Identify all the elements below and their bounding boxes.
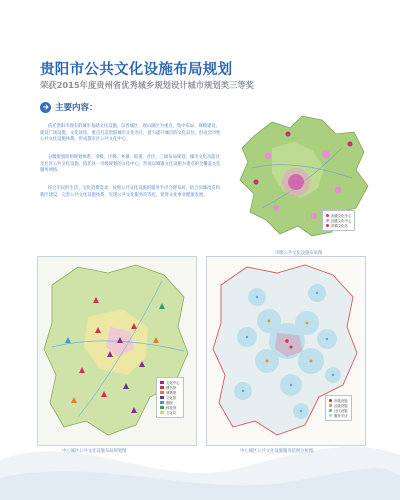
right-map-caption: 中心城区公共文化设施服务范围分析图 — [240, 449, 314, 454]
legend-swatch — [160, 406, 164, 409]
left-map-caption: 中心城区公共文化设施布局规划图 — [62, 449, 127, 454]
page-title: 贵阳市公共文化设施布局规划 — [40, 62, 233, 78]
paragraph-3: 结合市民的生活、文化消费需求，按照公共文化设施的服务半径合理布局，结合旧城改造和新区建设，完善公共文化设施体系，实现公共文化服务均等化，促进文化事业健康发展。 — [40, 186, 220, 198]
legend-swatch — [326, 224, 329, 227]
paragraph-1: 依托贵阳市现有的城市基础文化设施，以普城区、观山湖区为重点，集中布局、规模建设，建设广场设施、文化场馆，重点打造贵阳城市文化名片，着力提升城市的文化品位，形成全市性公共文化设施体系，形成都市区公共文化中心。 — [40, 124, 221, 143]
top-map-caption: 市级公共文化设施布局图 — [275, 251, 323, 256]
left-map-legend — [156, 377, 184, 418]
legend-swatch — [329, 414, 332, 417]
legend-label: 区级设施 — [334, 404, 348, 408]
legend-label: 市级文化中心 — [331, 214, 352, 218]
section-header — [40, 101, 98, 113]
legend-label: 文化中心 — [166, 381, 180, 385]
legend-label: 博物馆 — [166, 391, 177, 395]
section-label: 主要内容： — [55, 103, 98, 113]
legend-label: 服务半径 — [334, 414, 348, 418]
legend-swatch — [329, 409, 332, 412]
legend-item — [329, 413, 348, 418]
right-map-panel — [206, 256, 366, 446]
right-map-legend — [325, 395, 352, 421]
arrow-right-icon — [40, 102, 51, 113]
top-map-legend — [322, 210, 355, 231]
legend-swatch — [160, 391, 164, 394]
legend-swatch — [329, 399, 332, 402]
legend-label: 文化馆 — [166, 396, 177, 400]
legend-label: 乡镇文化站 — [331, 224, 348, 228]
legend-label: 图书馆 — [166, 386, 177, 390]
award-subtitle: 荣获2015年度贵州省优秀城乡规划设计城市规划类三等奖 — [40, 80, 254, 90]
legend-swatch — [160, 381, 164, 384]
legend-label: 社区设施 — [334, 409, 348, 413]
urban-core — [288, 174, 304, 190]
legend-label: 文化站 — [166, 411, 177, 415]
legend-swatch — [329, 404, 332, 407]
legend-swatch — [326, 214, 329, 217]
legend-swatch — [160, 401, 164, 404]
legend-label: 剧院 — [166, 401, 173, 405]
legend-label: 市级设施 — [334, 399, 348, 403]
legend-item — [326, 223, 351, 228]
paragraph-2: 分级配置原则规划体系，市级、区级、乡镇、街道、社区，三级布局规划，城市文化功能区及社区公共文化设施。依托县一市级规划的文化中心，形成以城镇文化设施为重点的全覆盖文化服务网络。 — [40, 155, 221, 174]
legend-label: 科技馆 — [166, 406, 177, 410]
legend-label: 区级文化中心 — [331, 219, 352, 223]
legend-item — [160, 410, 180, 415]
legend-swatch — [160, 411, 164, 414]
legend-swatch — [160, 396, 164, 399]
left-map-panel — [37, 256, 197, 446]
legend-swatch — [160, 386, 164, 389]
legend-swatch — [326, 219, 329, 222]
